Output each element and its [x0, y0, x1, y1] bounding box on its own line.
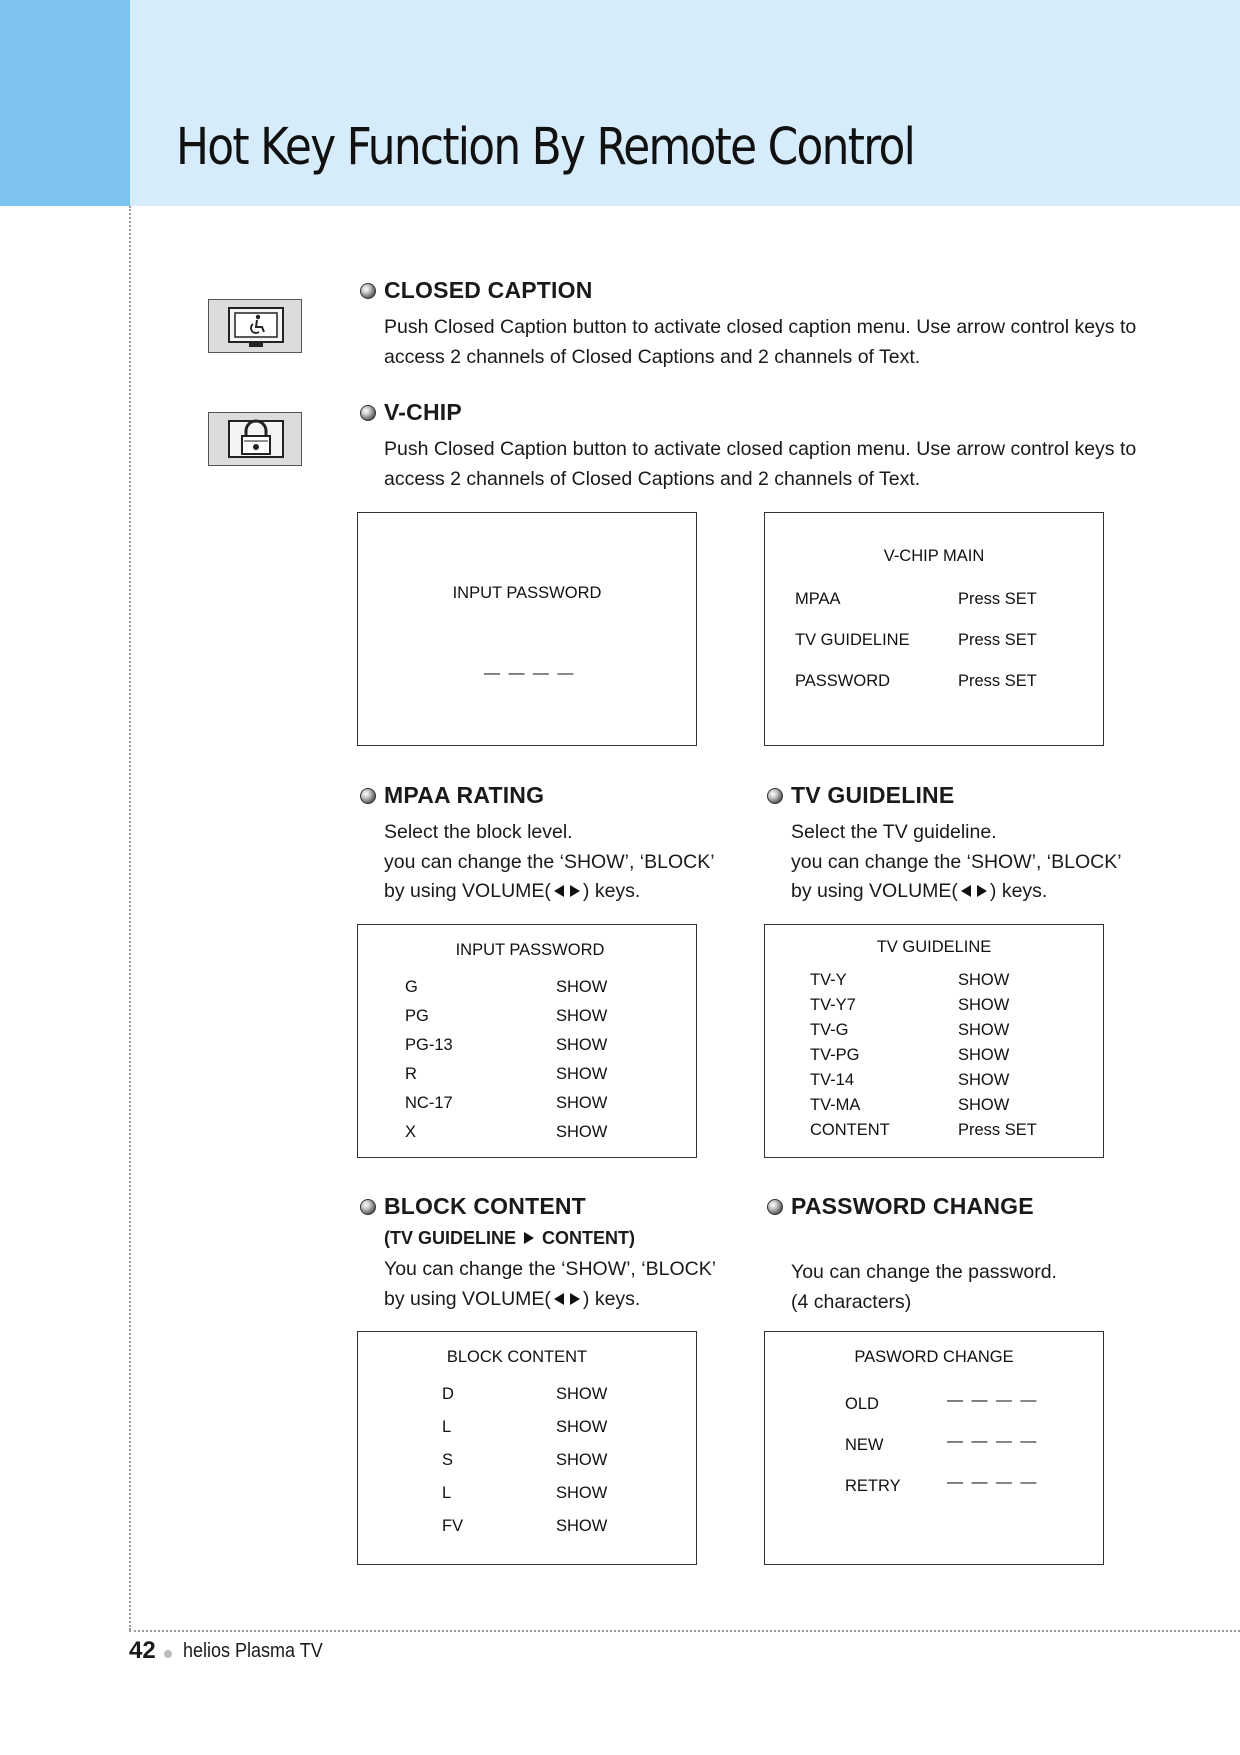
password-placeholder: — — — —: [484, 665, 576, 682]
block-content-screen: [357, 1331, 697, 1565]
password-field-value: — — — —: [947, 1433, 1039, 1450]
rating-label: R: [405, 1065, 417, 1083]
password-field-value: — — — —: [947, 1474, 1039, 1491]
rating-value: SHOW: [556, 1007, 608, 1025]
bullet-icon: [360, 1199, 376, 1215]
guideline-value: SHOW: [958, 1096, 1010, 1114]
closed-caption-button-icon: [208, 299, 302, 353]
guideline-label: CONTENT: [810, 1121, 890, 1139]
vchip-lock-button-icon: [208, 412, 302, 466]
section-description: Select the TV guideline. you can change the ‘SHOW’, ‘BLOCK’ by using VOLUME( ) keys.: [791, 821, 1122, 902]
password-change-screen: [764, 1331, 1104, 1565]
rating-label: G: [405, 978, 418, 996]
section-heading: BLOCK CONTENT: [360, 1193, 716, 1220]
section-subheading: (TV GUIDELINE CONTENT): [384, 1228, 636, 1248]
guideline-label: TV-G: [810, 1021, 849, 1039]
guideline-value: SHOW: [958, 971, 1010, 989]
content-label: L: [442, 1484, 452, 1502]
menu-row-label: PASSWORD: [795, 672, 891, 690]
section-heading: V-CHIP: [360, 399, 1136, 426]
content-value: SHOW: [556, 1517, 608, 1535]
rating-label: PG-13: [405, 1036, 453, 1054]
section-tv-guideline: [767, 782, 1122, 907]
guideline-value: SHOW: [958, 996, 1010, 1014]
volume-left-icon: [961, 885, 971, 897]
footer-dot-icon: [164, 1650, 172, 1658]
input-password-screen: [357, 512, 697, 746]
mpaa-rating-screen: [357, 924, 697, 1158]
screen-title: PASWORD CHANGE: [854, 1348, 1014, 1366]
tv-guideline-screen: [764, 924, 1104, 1158]
guideline-value: SHOW: [958, 1071, 1010, 1089]
guideline-value: Press SET: [958, 1121, 1037, 1139]
section-description: Push Closed Caption button to activate closed caption menu. Use arrow control keys to access 2 channels of Closed Captions and 2 channels of Text.: [384, 316, 1137, 368]
password-field-label: RETRY: [845, 1477, 901, 1495]
guideline-value: SHOW: [958, 1021, 1010, 1039]
menu-row-value: Press SET: [958, 672, 1037, 690]
guideline-label: TV-PG: [810, 1046, 860, 1064]
guideline-value: SHOW: [958, 1046, 1010, 1064]
rating-label: X: [405, 1123, 417, 1141]
guideline-label: TV-MA: [810, 1096, 861, 1114]
rating-label: PG: [405, 1007, 429, 1025]
screen-title: INPUT PASSWORD: [452, 584, 602, 602]
menu-row-label: MPAA: [795, 590, 841, 608]
volume-right-icon: [570, 1293, 580, 1305]
vchip-main-screen: [764, 512, 1104, 746]
section-description: You can change the password. (4 characters): [791, 1261, 1057, 1313]
content-label: L: [442, 1418, 452, 1436]
volume-left-icon: [554, 885, 564, 897]
footer-divider: [129, 1630, 1240, 1632]
password-field-label: NEW: [845, 1436, 884, 1454]
section-password-change: [767, 1193, 1057, 1317]
rating-label: NC-17: [405, 1094, 453, 1112]
bullet-icon: [360, 283, 376, 299]
rating-value: SHOW: [556, 1094, 608, 1112]
rating-value: SHOW: [556, 978, 608, 996]
rating-value: SHOW: [556, 1123, 608, 1141]
content-label: S: [442, 1451, 454, 1469]
guideline-label: TV-14: [810, 1071, 855, 1089]
content-value: SHOW: [556, 1484, 608, 1502]
screen-title: INPUT PASSWORD: [455, 941, 605, 959]
bullet-icon: [360, 405, 376, 421]
section-block-content: [360, 1193, 716, 1314]
bullet-icon: [767, 788, 783, 804]
page-number: 42: [129, 1637, 156, 1664]
section-heading: PASSWORD CHANGE: [767, 1193, 1057, 1220]
screen-title: V-CHIP MAIN: [883, 547, 985, 565]
section-heading: CLOSED CAPTION: [360, 277, 1136, 304]
section-mpaa-rating: [360, 782, 715, 907]
bullet-icon: [360, 788, 376, 804]
guideline-label: TV-Y: [810, 971, 847, 989]
menu-row-label: TV GUIDELINE: [795, 631, 910, 649]
password-field-label: OLD: [845, 1395, 879, 1413]
section-heading: MPAA RATING: [360, 782, 715, 809]
arrow-right-icon: [524, 1232, 534, 1244]
content-label: FV: [442, 1517, 464, 1535]
password-field-value: — — — —: [947, 1392, 1039, 1409]
screen-title: TV GUIDELINE: [876, 938, 992, 956]
menu-row-value: Press SET: [958, 631, 1037, 649]
volume-right-icon: [570, 885, 580, 897]
bullet-icon: [767, 1199, 783, 1215]
rating-value: SHOW: [556, 1036, 608, 1054]
volume-left-icon: [554, 1293, 564, 1305]
screen-title: BLOCK CONTENT: [446, 1348, 588, 1366]
content-label: D: [442, 1385, 454, 1403]
content-value: SHOW: [556, 1385, 608, 1403]
section-description: Push Closed Caption button to activate closed caption menu. Use arrow control keys to access 2 channels of Closed Captions and 2 channels of Text.: [384, 438, 1137, 490]
page-title: Hot Key Function By Remote Control: [176, 118, 915, 177]
header-accent-block: [0, 0, 130, 206]
section-vchip: [360, 399, 1136, 494]
left-margin-divider: [129, 206, 131, 1630]
section-heading: TV GUIDELINE: [767, 782, 1122, 809]
content-value: SHOW: [556, 1418, 608, 1436]
section-description: Select the block level. you can change the ‘SHOW’, ‘BLOCK’ by using VOLUME( ) keys.: [384, 821, 715, 902]
content-value: SHOW: [556, 1451, 608, 1469]
section-closed-caption: [360, 277, 1136, 372]
footer-product-name: helios Plasma TV: [183, 1640, 323, 1662]
volume-right-icon: [977, 885, 987, 897]
menu-row-value: Press SET: [958, 590, 1037, 608]
rating-value: SHOW: [556, 1065, 608, 1083]
guideline-label: TV-Y7: [810, 996, 856, 1014]
section-description: You can change the ‘SHOW’, ‘BLOCK’ by using VOLUME( ) keys.: [384, 1258, 717, 1310]
